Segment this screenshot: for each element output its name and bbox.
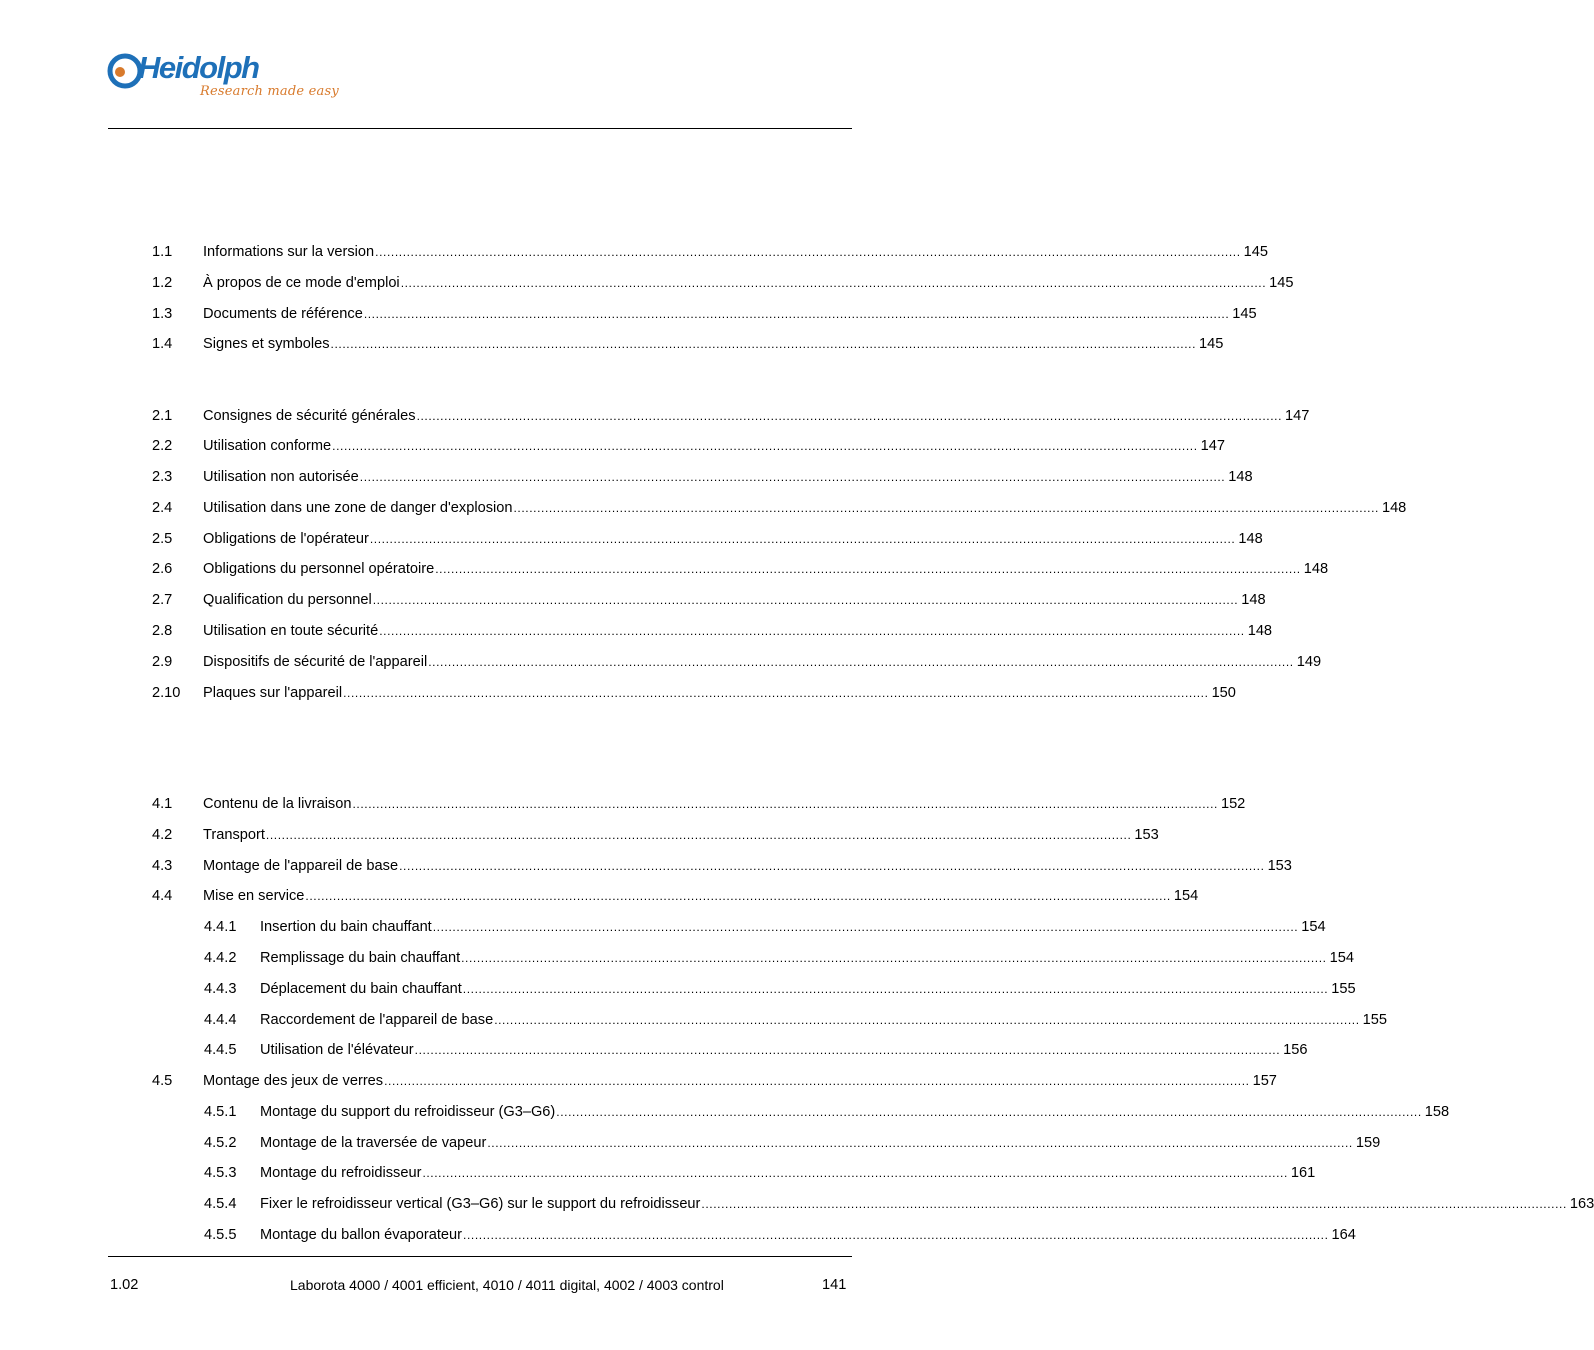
toc-entry-title: Documents de référence	[203, 306, 363, 322]
toc-entry-number: 2.10	[152, 685, 181, 701]
toc-entry[interactable]	[0, 886, 1199, 906]
toc-dot-leader: ............................................................................................................................................................................................................................	[701, 1197, 1567, 1211]
toc-entry[interactable]	[0, 825, 1159, 845]
toc-entry-title: Raccordement de l'appareil de base	[260, 1012, 494, 1028]
toc-entry-title: Montage de l'appareil de base	[203, 858, 399, 874]
toc-entry-line	[260, 1010, 1388, 1030]
toc-entry-line	[260, 1194, 1594, 1214]
toc-entry-title: Insertion du bain chauffant	[260, 919, 432, 935]
toc-entry-page: 156	[1283, 1042, 1308, 1058]
toc-entry-page: 152	[1220, 796, 1246, 812]
toc-entry[interactable]	[0, 334, 1224, 354]
toc-dot-leader: ............................................................................................................................................................................................................................	[384, 1074, 1250, 1088]
toc-entry-title: Fixer le refroidisseur vertical (G3–G6) sur le support du refroidisseur	[260, 1196, 701, 1212]
toc-entry-line	[260, 948, 1354, 968]
toc-entry[interactable]	[0, 529, 1263, 549]
toc-entry-line	[260, 1133, 1381, 1153]
toc-entry[interactable]	[0, 436, 1225, 456]
toc-entry[interactable]	[0, 1133, 1381, 1153]
toc-entry-number: 4.4.4	[204, 1012, 237, 1028]
toc-dot-leader: ............................................................................................................................................................................................................................	[432, 920, 1299, 934]
toc-entry-title: Utilisation non autorisée	[203, 469, 359, 485]
toc-entry-title: Montage des jeux de verres	[203, 1073, 384, 1089]
toc-entry[interactable]	[0, 559, 1329, 579]
toc-entry-line	[260, 979, 1356, 999]
toc-entry-line	[203, 498, 1407, 518]
toc-entry-line	[260, 917, 1326, 937]
toc-dot-leader: ............................................................................................................................................................................................................................	[435, 562, 1301, 576]
toc-dot-leader: ............................................................................................................................................................................................................................	[379, 624, 1245, 638]
toc-entry-line	[260, 1225, 1356, 1245]
toc-entry-title: Informations sur la version	[203, 244, 375, 260]
toc-entry-number: 4.2	[152, 827, 173, 843]
toc-entry-line	[260, 1040, 1308, 1060]
toc-entry-line	[203, 1071, 1277, 1091]
toc-dot-leader: ............................................................................................................................................................................................................................	[369, 532, 1236, 546]
toc-entry-page: 153	[1267, 858, 1292, 874]
heidolph-logo	[108, 50, 339, 112]
toc-dot-leader: ............................................................................................................................................................................................................................	[375, 245, 1241, 259]
toc-entry-number: 4.5.2	[204, 1135, 237, 1151]
toc-entry-line	[203, 436, 1225, 456]
toc-entry-line	[203, 590, 1266, 610]
toc-dot-leader: ............................................................................................................................................................................................................................	[330, 337, 1197, 351]
toc-entry-title: Montage de la traversée de vapeur	[260, 1135, 487, 1151]
toc-dot-leader: ............................................................................................................................................................................................................................	[363, 307, 1230, 321]
toc-entry-title: Obligations du personnel opératoire	[203, 561, 435, 577]
toc-entry-title: Qualification du personnel	[203, 592, 372, 608]
toc-entry-page: 154	[1173, 888, 1199, 904]
footer-page-number: 141	[822, 1277, 847, 1293]
toc-entry-page: 155	[1331, 981, 1356, 997]
toc-entry[interactable]	[0, 1040, 1308, 1060]
toc-entry-number: 4.4.1	[204, 919, 237, 935]
toc-entry-number: 2.2	[152, 438, 173, 454]
toc-entry[interactable]	[0, 304, 1257, 324]
toc-dot-leader: ............................................................................................................................................................................................................................	[494, 1013, 1360, 1027]
toc-entry-title: Montage du ballon évaporateur	[260, 1227, 463, 1243]
toc-entry-number: 4.4.2	[204, 950, 237, 966]
toc-entry-line	[203, 621, 1273, 641]
toc-entry-number: 4.5	[152, 1073, 173, 1089]
toc-entry[interactable]	[0, 1194, 1594, 1214]
toc-entry[interactable]	[0, 1071, 1277, 1091]
footer-divider	[108, 1256, 852, 1257]
toc-entry-title: Plaques sur l'appareil	[203, 685, 343, 701]
logo-tagline: Research made easy	[200, 84, 339, 99]
toc-entry[interactable]	[0, 1102, 1450, 1122]
toc-entry-number: 2.5	[152, 531, 173, 547]
toc-entry-page: 145	[1269, 275, 1294, 291]
toc-entry-page: 147	[1285, 408, 1310, 424]
toc-dot-leader: ............................................................................................................................................................................................................................	[372, 593, 1239, 607]
toc-dot-leader: ............................................................................................................................................................................................................................	[305, 889, 1171, 903]
toc-entry[interactable]	[0, 467, 1253, 487]
toc-entry-title: Obligations de l'opérateur	[203, 531, 369, 547]
toc-entry[interactable]	[0, 406, 1310, 426]
footer-product-name: Laborota 4000 / 4001 efficient, 4010 / 4011 digital, 4002 / 4003 control	[290, 1277, 724, 1293]
toc-entry-line	[260, 1163, 1316, 1183]
toc-entry-title: Remplissage du bain chauffant	[260, 950, 461, 966]
toc-entry-line	[203, 559, 1329, 579]
toc-dot-leader: ............................................................................................................................................................................................................................	[414, 1043, 1281, 1057]
toc-entry-line	[203, 683, 1236, 703]
toc-dot-leader: ............................................................................................................................................................................................................................	[428, 655, 1294, 669]
toc-entry-number: 2.7	[152, 592, 173, 608]
toc-entry-line	[203, 886, 1199, 906]
toc-entry-line	[203, 529, 1263, 549]
toc-entry-page: 147	[1200, 438, 1225, 454]
toc-entry-page: 145	[1199, 336, 1224, 352]
toc-entry-page: 163	[1569, 1196, 1594, 1212]
toc-entry-page: 149	[1296, 654, 1322, 670]
toc-dot-leader: ............................................................................................................................................................................................................................	[416, 409, 1283, 423]
toc-entry-number: 4.5.1	[204, 1104, 237, 1120]
toc-entry-page: 150	[1211, 685, 1236, 701]
toc-entry-line	[203, 825, 1159, 845]
toc-entry-title: À propos de ce mode d'emploi	[203, 275, 400, 291]
footer-version: 1.02	[110, 1277, 139, 1293]
toc-entry-title: Utilisation dans une zone de danger d'explosion	[203, 500, 513, 516]
toc-dot-leader: ............................................................................................................................................................................................................................	[513, 501, 1379, 515]
toc-dot-leader: ............................................................................................................................................................................................................................	[265, 828, 1132, 842]
toc-entry-line	[260, 1102, 1450, 1122]
toc-entry-title: Montage du support du refroidisseur (G3–G6)	[260, 1104, 556, 1120]
toc-dot-leader: ............................................................................................................................................................................................................................	[461, 951, 1327, 965]
toc-entry-page: 154	[1301, 919, 1326, 935]
toc-entry-number: 4.5.3	[204, 1165, 237, 1181]
toc-entry-page: 148	[1303, 561, 1329, 577]
toc-entry-page: 164	[1331, 1227, 1356, 1243]
toc-entry-number: 2.1	[152, 408, 173, 424]
toc-dot-leader: ............................................................................................................................................................................................................................	[399, 859, 1265, 873]
toc-entry-number: 1.1	[152, 244, 173, 260]
toc-entry[interactable]	[0, 498, 1407, 518]
toc-entry-title: Dispositifs de sécurité de l'appareil	[203, 654, 428, 670]
toc-entry[interactable]	[0, 1010, 1388, 1030]
toc-entry-page: 148	[1228, 469, 1253, 485]
toc-entry[interactable]	[0, 948, 1354, 968]
toc-dot-leader: ............................................................................................................................................................................................................................	[400, 276, 1267, 290]
toc-entry-page: 161	[1290, 1165, 1316, 1181]
toc-dot-leader: ............................................................................................................................................................................................................................	[359, 470, 1226, 484]
toc-entry[interactable]	[0, 917, 1326, 937]
toc-entry-number: 4.4	[152, 888, 173, 904]
toc-entry[interactable]	[0, 794, 1246, 814]
toc-dot-leader: ............................................................................................................................................................................................................................	[332, 439, 1198, 453]
toc-entry-page: 145	[1232, 306, 1257, 322]
toc-entry-number: 2.6	[152, 561, 173, 577]
page-footer	[0, 1274, 954, 1296]
toc-entry-title: Mise en service	[203, 888, 305, 904]
toc-entry-number: 1.3	[152, 306, 173, 322]
toc-entry-page: 148	[1381, 500, 1407, 516]
toc-entry-line	[203, 652, 1322, 672]
toc-entry[interactable]	[0, 856, 1292, 876]
toc-entry-line	[203, 334, 1224, 354]
toc-dot-leader: ............................................................................................................................................................................................................................	[462, 982, 1329, 996]
toc-entry[interactable]	[0, 652, 1322, 672]
header-divider	[108, 128, 852, 129]
toc-entry-number: 4.1	[152, 796, 173, 812]
toc-entry-page: 145	[1243, 244, 1268, 260]
toc-entry-page: 159	[1355, 1135, 1381, 1151]
toc-entry-page: 157	[1252, 1073, 1277, 1089]
toc-entry-title: Consignes de sécurité générales	[203, 408, 416, 424]
toc-entry[interactable]	[0, 242, 1268, 262]
toc-entry-number: 4.4.3	[204, 981, 237, 997]
toc-entry-number: 4.3	[152, 858, 173, 874]
toc-entry-line	[203, 794, 1246, 814]
toc-entry[interactable]	[0, 1163, 1316, 1183]
toc-entry[interactable]	[0, 979, 1356, 999]
toc-entry-title: Transport	[203, 827, 265, 843]
toc-entry-title: Contenu de la livraison	[203, 796, 352, 812]
toc-dot-leader: ............................................................................................................................................................................................................................	[463, 1228, 1329, 1242]
toc-entry-number: 4.5.4	[204, 1196, 237, 1212]
toc-entry-number: 1.4	[152, 336, 173, 352]
toc-entry-number: 2.8	[152, 623, 173, 639]
toc-entry-page: 148	[1238, 531, 1263, 547]
toc-entry-line	[203, 273, 1294, 293]
toc-entry-number: 2.9	[152, 654, 173, 670]
toc-entry-title: Déplacement du bain chauffant	[260, 981, 462, 997]
toc-entry-title: Utilisation en toute sécurité	[203, 623, 379, 639]
toc-entry-line	[203, 304, 1257, 324]
logo-wordmark: Heidolph	[138, 50, 259, 85]
toc-entry[interactable]	[0, 273, 1294, 293]
toc-entry-number: 2.3	[152, 469, 173, 485]
toc-entry-number: 1.2	[152, 275, 173, 291]
toc-entry-number: 4.5.5	[204, 1227, 237, 1243]
toc-entry-number: 2.4	[152, 500, 173, 516]
toc-entry-line	[203, 856, 1292, 876]
toc-entry-page: 155	[1362, 1012, 1388, 1028]
toc-entry-page: 158	[1424, 1104, 1450, 1120]
toc-entry-number: 4.4.5	[204, 1042, 237, 1058]
toc-entry-line	[203, 242, 1268, 262]
toc-entry[interactable]	[0, 590, 1266, 610]
toc-entry-title: Utilisation de l'élévateur	[260, 1042, 414, 1058]
toc-dot-leader: ............................................................................................................................................................................................................................	[343, 686, 1209, 700]
toc-entry[interactable]	[0, 683, 1236, 703]
toc-entry-page: 153	[1134, 827, 1159, 843]
toc-entry-title: Utilisation conforme	[203, 438, 332, 454]
toc-entry-title: Montage du refroidisseur	[260, 1165, 422, 1181]
toc-entry[interactable]	[0, 621, 1273, 641]
toc-entry-line	[203, 406, 1310, 426]
toc-entry-page: 148	[1247, 623, 1273, 639]
toc-dot-leader: ............................................................................................................................................................................................................................	[556, 1105, 1422, 1119]
toc-entry-page: 148	[1241, 592, 1266, 608]
toc-entry-line	[203, 467, 1253, 487]
toc-entry-title: Signes et symboles	[203, 336, 330, 352]
toc-dot-leader: ............................................................................................................................................................................................................................	[422, 1166, 1288, 1180]
toc-entry-page: 154	[1329, 950, 1354, 966]
toc-dot-leader: ............................................................................................................................................................................................................................	[352, 797, 1218, 811]
toc-entry[interactable]	[0, 1225, 1356, 1245]
toc-dot-leader: ............................................................................................................................................................................................................................	[487, 1136, 1353, 1150]
